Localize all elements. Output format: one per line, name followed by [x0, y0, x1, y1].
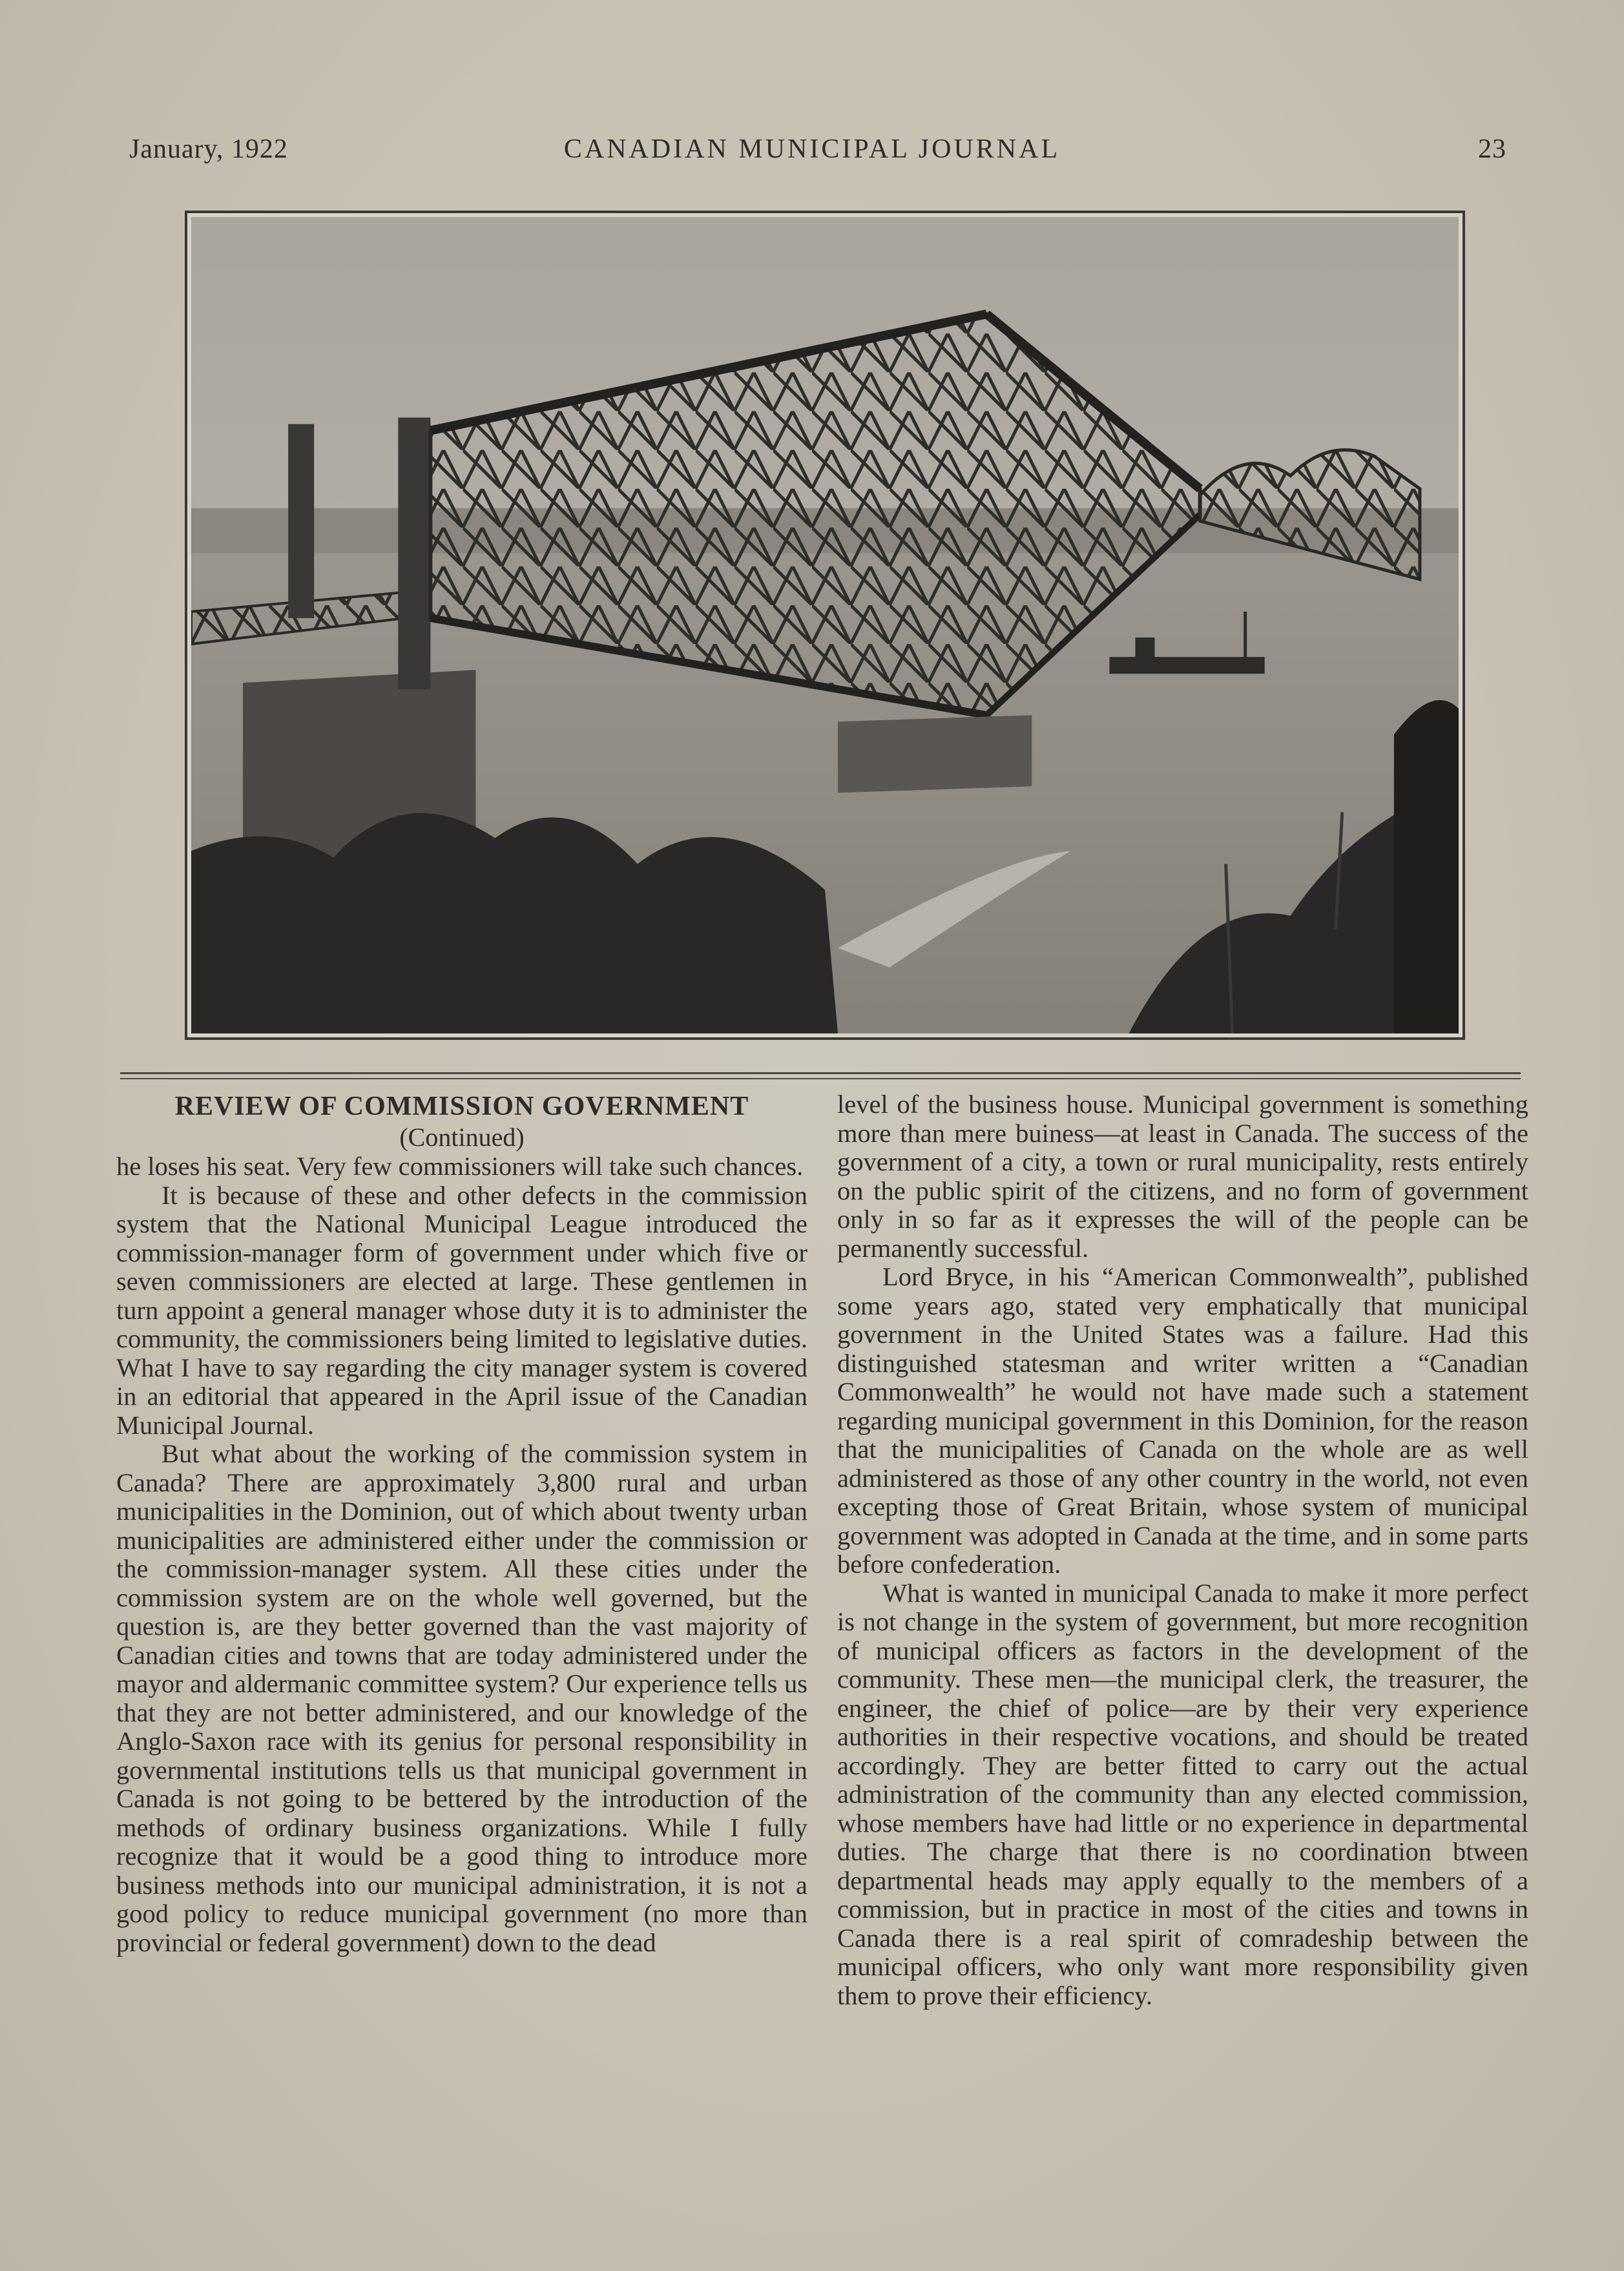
article-column-right: [837, 1090, 1528, 2010]
paragraph: It is because of these and other defects in the commission system that the National Municipal League introduced the commission-manager form of government under which five or seven commissioners are elected at large. These gentlemen in turn appoint a general manager whose duty it is to administer the community, the commissioners being limited to legislative duties. What I have to say regarding the city manager system is covered in an editorial that appeared in the April issue of the Canadian Municipal Journal.: [116, 1180, 807, 1440]
article-subhead: (Continued): [399, 1123, 525, 1152]
bridge-illustration: [191, 217, 1459, 1033]
paragraph: he loses his seat. Very few commissioners will take such chances.: [116, 1152, 804, 1181]
paragraph: But what about the working of the commission system in Canada? There are approximately 3,800 rural and urban municipalities in the Dominion, out of which about twenty urban municipalities are administered either under the commission or the commission-manager system. All these cities under the commission system are on the whole well governed, but the question is, are they better governed than the vast majority of Canadian cities and towns that are today administered under the mayor and aldermanic committee system? Our experience tells us that they are not better administered, and our knowledge of the Anglo-Saxon race with its genius for personal responsibility in governmental institutions tells us that municipal government in Canada is not going to be bettered by the introduction of the methods of ordinary business organizations. While I fully recognize that it would be a good thing to introduce more business methods into our municipal administration, it is not a good policy to reduce municipal government (no more than provincial or federal government) down to the dead: [116, 1439, 807, 1957]
section-rule-bottom: [120, 1078, 1521, 1079]
article-column-left: [116, 1090, 807, 1957]
section-rule-top: [120, 1072, 1521, 1074]
paragraph: level of the business house. Municipal government is something more than mere buiness—at least in Canada. The success of the government of a city, a town or rural municipality, rests entirely on the public spirit of the citizens, and no form of government only in so far as it expresses the will of the people can be permanently successful.: [837, 1090, 1528, 1263]
article-headline: REVIEW OF COMMISSION GOVERNMENT: [174, 1092, 749, 1121]
paragraph: Lord Bryce, in his “American Commonwealth”, published some years ago, stated very emphatically that municipal government in the United States was a failure. Had this distinguished statesman and writer written a “Canadian Commonwealth” he would not have made such a statement regarding municipal government in this Dominion, for the reason that the municipalities of Canada on the whole are as well administered as those of any other country in the world, not even excepting those of Great Britain, whose system of municipal government was adopted in Canada at the time, and in some parts before confederation.: [837, 1262, 1528, 1579]
issue-date: January, 1922: [129, 134, 288, 164]
bridge-photograph: [185, 211, 1465, 1040]
page-number: 23: [1478, 134, 1506, 164]
journal-title: CANADIAN MUNICIPAL JOURNAL: [563, 134, 1061, 164]
paragraph: What is wanted in municipal Canada to make it more perfect is not change in the system of government, but more recognition of municipal officers as factors in the development of the community. These men—the municipal clerk, the treasurer, the engineer, the chief of police—are by their very experience authorities in their respective vocations, and should be treated accordingly. They are better fitted to carry out the actual administration of the community than any elected commission, whose members have had little or no experience in departmental duties. The charge that there is no coordination btween departmental heads may apply equally to the members of a commission, but in practice in most of the cities and towns in Canada there is a real spirit of comradeship between the municipal officers, who only want more responsibility given them to prove their efficiency.: [837, 1578, 1528, 2010]
